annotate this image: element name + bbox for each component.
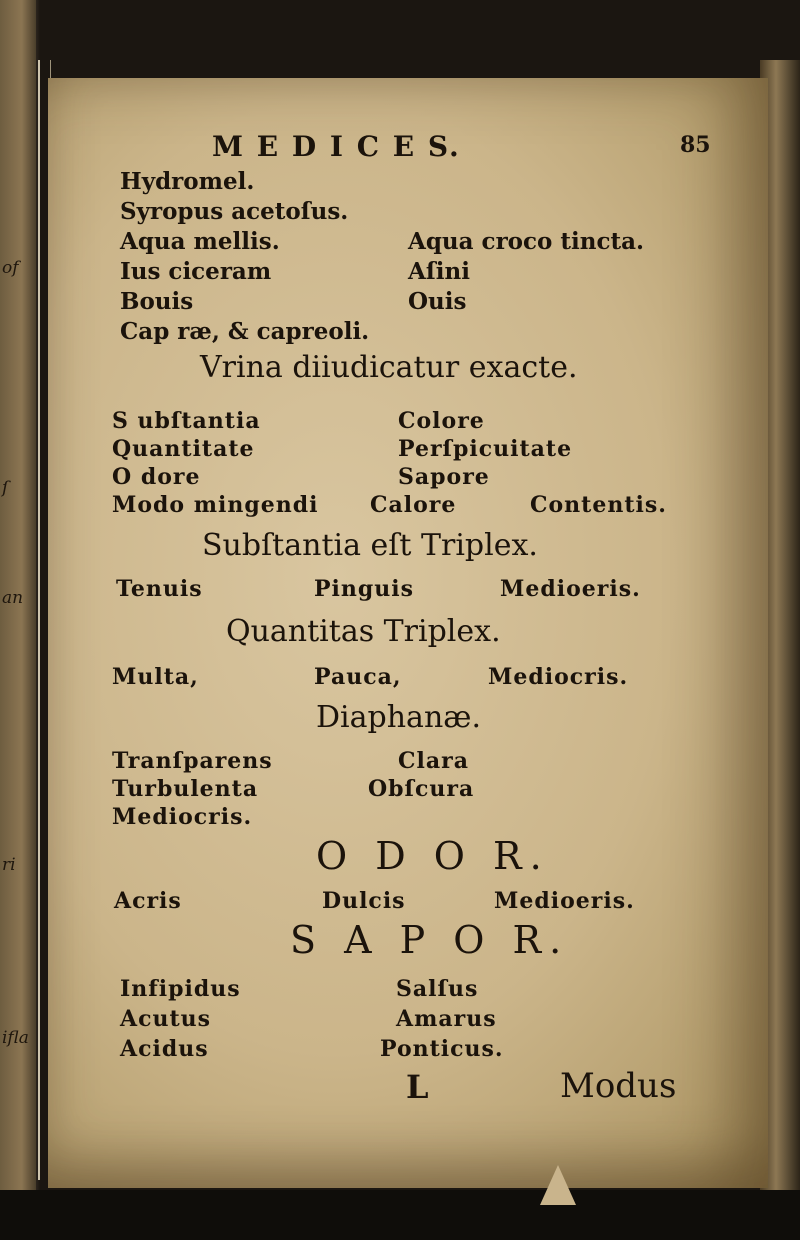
- margin-fragment: ſ: [2, 478, 9, 498]
- intro-line: Ouis: [408, 288, 467, 315]
- heading-vrina: Vrina diiudicatur exacte.: [200, 350, 578, 385]
- margin-fragment: an: [2, 588, 24, 608]
- vrina-item: Sapore: [398, 464, 490, 490]
- intro-line: Aqua mellis.: [120, 228, 280, 255]
- intro-line: Aqua croco tincta.: [408, 228, 644, 255]
- substantia-item: Pinguis: [314, 576, 415, 602]
- catchword: Modus: [560, 1066, 677, 1106]
- odor-item: Acris: [114, 888, 182, 914]
- sapor-item: Ponticus.: [380, 1036, 504, 1062]
- sapor-item: Amarus: [396, 1006, 497, 1032]
- margin-fragment: ri: [2, 855, 16, 875]
- sapor-item: Infipidus: [120, 976, 241, 1002]
- substantia-item: Tenuis: [116, 576, 203, 602]
- page-number: 85: [680, 132, 711, 158]
- sapor-item: Salſus: [396, 976, 479, 1002]
- diaphanae-item: Turbulenta: [112, 776, 259, 802]
- vrina-item: O dore: [112, 464, 201, 490]
- heading-quantitas: Quantitas Triplex.: [226, 614, 501, 649]
- intro-line: Ius ciceram: [120, 258, 272, 285]
- running-title: M E D I C E S.: [212, 130, 461, 163]
- signature-mark: L: [406, 1068, 429, 1106]
- intro-line: Aſini: [408, 258, 470, 285]
- heading-sapor: S A P O R.: [290, 918, 570, 962]
- margin-fragment: of: [2, 258, 19, 278]
- intro-line: Hydromel.: [120, 168, 255, 195]
- quantitas-item: Multa,: [112, 664, 199, 690]
- vrina-item: Perſpicuitate: [398, 436, 573, 462]
- previous-page-margin: [0, 0, 36, 1240]
- sapor-item: Acidus: [120, 1036, 209, 1062]
- intro-line: Cap ræ, & capreoli.: [120, 318, 370, 345]
- sapor-item: Acutus: [120, 1006, 212, 1032]
- diaphanae-item: Clara: [398, 748, 469, 774]
- heading-diaphanae: Diaphanæ.: [316, 700, 481, 735]
- diaphanae-item: Mediocris.: [112, 804, 253, 830]
- page-corner: [540, 1165, 576, 1205]
- vrina-item: Quantitate: [112, 436, 255, 462]
- intro-line: Bouis: [120, 288, 194, 315]
- diaphanae-item: Tranſparens: [112, 748, 273, 774]
- intro-line: Syropus acetoſus.: [120, 198, 349, 225]
- vrina-item: Contentis.: [530, 492, 667, 518]
- margin-fragment: ifla: [2, 1028, 29, 1048]
- diaphanae-item: Obſcura: [368, 776, 475, 802]
- vrina-item: Modo mingendi: [112, 492, 319, 518]
- heading-substantia: Subſtantia eſt Triplex.: [202, 528, 538, 563]
- vrina-item: S ubſtantia: [112, 408, 261, 434]
- substantia-item: Medioeris.: [500, 576, 641, 602]
- odor-item: Dulcis: [322, 888, 406, 914]
- heading-odor: O D O R.: [316, 834, 550, 878]
- vrina-item: Colore: [398, 408, 485, 434]
- odor-item: Medioeris.: [494, 888, 635, 914]
- quantitas-item: Pauca,: [314, 664, 402, 690]
- vrina-item: Calore: [370, 492, 457, 518]
- bottom-shadow: [0, 1190, 800, 1240]
- quantitas-item: Mediocris.: [488, 664, 629, 690]
